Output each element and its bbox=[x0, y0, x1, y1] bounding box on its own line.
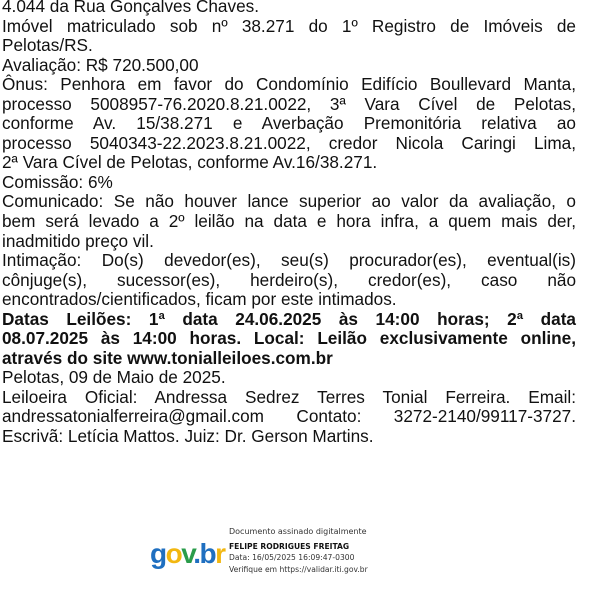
address-end: 4.044 da Rua Gonçalves Chaves. bbox=[2, 0, 260, 16]
encumbrance-line-5: 2ª Vara Cível de Pelotas, conforme Av.16/38.271. bbox=[2, 152, 378, 173]
logo-dot: . bbox=[193, 538, 200, 569]
signature-date: Data: 16/05/2025 16:09:47-0300 bbox=[229, 553, 355, 563]
encumbrance-line-4: processo 5040343-22.2023.8.21.0022, credor Nicola Caringi Lima, bbox=[2, 132, 576, 153]
auction-dates-line-3: através do site www.tonialleiloes.com.br bbox=[2, 347, 333, 368]
registry-line-1: Imóvel matriculado sob nº 38.271 do 1º Registro de Imóveis de bbox=[2, 15, 576, 36]
signature-title: Documento assinado digitalmente bbox=[229, 527, 367, 536]
notice-line-2: bem será levado a 2º leilão na data e hora infra, a quem mais der, bbox=[2, 211, 576, 232]
signer-name: FELIPE RODRIGUES FREITAG bbox=[229, 542, 350, 552]
place-date: Pelotas, 09 de Maio de 2025. bbox=[2, 367, 226, 388]
signature-details bbox=[229, 526, 368, 575]
encumbrance-line-1: Ônus: Penhora em favor do Condomínio Edifício Boullevard Manta, bbox=[2, 74, 576, 95]
verify-link[interactable]: Verifique em https://validar.iti.gov.br bbox=[229, 564, 368, 574]
valuation: Avaliação: R$ 720.500,00 bbox=[2, 54, 199, 75]
notice-line-3: inadmitido preço vil. bbox=[2, 230, 154, 251]
govbr-logo-icon bbox=[150, 540, 225, 568]
logo-letter-r: r bbox=[215, 538, 225, 569]
notice-line-1: Comunicado: Se não houver lance superior ao valor da avaliação, o bbox=[2, 191, 576, 212]
summons-line-2: cônjuge(s), sucessor(es), herdeiro(s), credor(es), caso não bbox=[2, 269, 576, 290]
summons-line-3: encontrados/cientificados, ficam por este intimados. bbox=[2, 289, 397, 310]
digital-signature-stamp bbox=[150, 526, 420, 586]
auction-dates-line-2: 08.07.2025 às 14:00 horas. Local: Leilão exclusivamente online, bbox=[2, 328, 576, 349]
commission: Comissão: 6% bbox=[2, 171, 113, 192]
auction-notice-text bbox=[2, 0, 576, 447]
logo-letter-b: b bbox=[199, 538, 216, 569]
logo-letter-o: o bbox=[165, 538, 182, 569]
auctioneer-line-2: andressatonialferreira@gmail.com Contato: 3272-2140/99117-3727. bbox=[2, 406, 576, 427]
auction-dates-line-1: Datas Leilões: 1ª data 24.06.2025 às 14:00 horas; 2ª data bbox=[2, 308, 576, 329]
logo-letter-v: v bbox=[181, 538, 194, 569]
logo-letter-g: g bbox=[150, 538, 166, 569]
encumbrance-line-3: conforme Av. 15/38.271 e Averbação Premonitória relativa ao bbox=[2, 113, 576, 134]
auctioneer-line-1: Leiloeira Oficial: Andressa Sedrez Terres Tonial Ferreira. Email: bbox=[2, 386, 576, 407]
encumbrance-line-2: processo 5008957-76.2020.8.21.0022, 3ª Vara Cível de Pelotas, bbox=[2, 93, 576, 114]
clerk-judge-line: Escrivã: Letícia Mattos. Juiz: Dr. Gerson Martins. bbox=[2, 426, 374, 447]
summons-line-1: Intimação: Do(s) devedor(es), seu(s) procurador(es), eventual(is) bbox=[2, 250, 576, 271]
registry-line-2: Pelotas/RS. bbox=[2, 35, 93, 56]
